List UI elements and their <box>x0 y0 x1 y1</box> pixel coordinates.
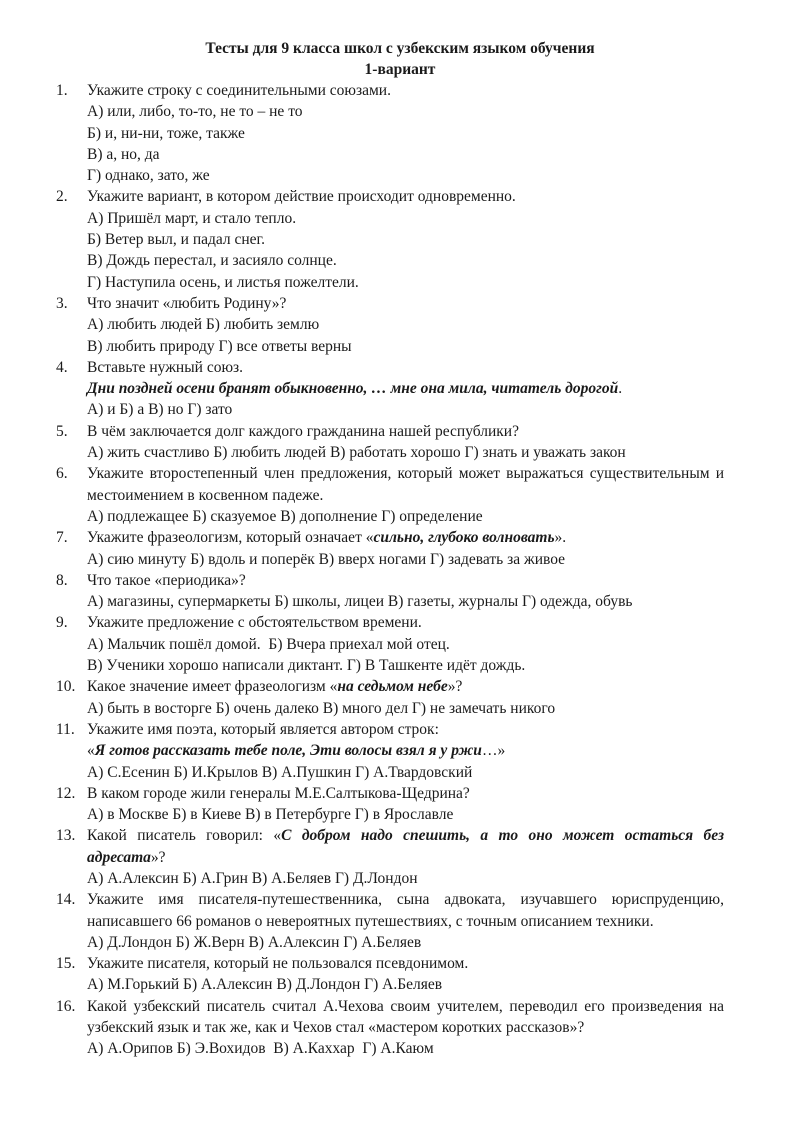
question-text: В чём заключается долг каждого гражданина нашей республики? <box>87 422 519 440</box>
question-text-post: ». <box>554 529 567 547</box>
question-number: 6. <box>56 465 68 483</box>
answer-option: А) Мальчик пошёл домой. Б) Вчера приехал мой отец. <box>87 635 450 653</box>
quote-emphasis: Дни поздней осени бранят обыкновенно, … мне она мила, читатель дорогой <box>87 380 619 398</box>
answer-option: В) а, но, да <box>87 145 160 163</box>
answer-option: А) магазины, супермаркеты Б) школы, лицеи В) газеты, журналы Г) одежда, обувь <box>87 593 633 611</box>
question-11 <box>56 719 724 783</box>
question-5 <box>56 421 724 464</box>
answer-option: Б) Ветер выл, и падал снег. <box>87 231 266 249</box>
question-text-pre: Укажите фразеологизм, который означает « <box>87 529 374 547</box>
answer-option: А) А.Алексин Б) А.Грин В) А.Беляев Г) Д.Лондон <box>87 869 418 887</box>
question-text-pre: Какое значение имеет фразеологизм « <box>87 678 338 696</box>
answer-option: А) или, либо, то-то, не то – не то <box>87 103 303 121</box>
question-text: Укажите предложение с обстоятельством времени. <box>87 614 422 632</box>
question-number: 1. <box>56 82 68 99</box>
answer-option: В) любить природу Г) все ответы верны <box>87 337 352 355</box>
question-text <box>87 527 724 548</box>
question-number: 7. <box>56 529 68 547</box>
question-number: 12. <box>56 784 76 802</box>
question-text: Вставьте нужный союз. <box>87 358 244 376</box>
answer-option: А) Д.Лондон Б) Ж.Верн В) А.Алексин Г) А.Беляев <box>87 933 422 951</box>
question-text: Что значит «любить Родину»? <box>87 294 287 312</box>
question-number: 15. <box>56 955 76 973</box>
question-number: 14. <box>56 891 76 909</box>
question-number: 8. <box>56 571 68 589</box>
answer-option: А) жить счастливо Б) любить людей В) работать хорошо Г) знать и уважать закон <box>87 444 626 462</box>
question-10 <box>56 676 724 719</box>
quote-end: . <box>618 380 623 398</box>
question-text <box>87 825 724 868</box>
answer-option: А) в Москве Б) в Киеве В) в Петербурге Г) в Ярославле <box>87 806 454 824</box>
answer-option: А) сию минуту Б) вдоль и поперёк В) вверх ногами Г) задевать за живое <box>87 550 566 568</box>
answer-option: А) и Б) а В) но Г) зато <box>87 401 233 419</box>
answer-option: В) Ученики хорошо написали диктант. Г) В Ташкенте идёт дождь. <box>87 657 526 675</box>
question-emphasis: на седьмом небе <box>337 678 448 696</box>
document-title: Тесты для 9 класса школ с узбекским языком обучения <box>205 40 595 57</box>
question-3 <box>56 293 724 357</box>
question-text-post: »? <box>150 848 166 866</box>
question-number: 3. <box>56 294 68 312</box>
answer-option: А) С.Есенин Б) И.Крылов В) А.Пушкин Г) А.Твардовский <box>87 763 473 781</box>
question-15 <box>56 953 724 996</box>
question-16 <box>56 996 724 1060</box>
question-14 <box>56 889 724 953</box>
question-number: 2. <box>56 188 68 206</box>
question-text: Укажите имя поэта, который является автором строк: <box>87 720 439 738</box>
question-1 <box>56 80 724 186</box>
answer-option: Г) Наступила осень, и листья пожелтели. <box>87 273 359 291</box>
question-2 <box>56 186 724 292</box>
question-number: 4. <box>56 358 68 376</box>
question-text: Что такое «периодика»? <box>87 571 246 589</box>
question-8 <box>56 570 724 613</box>
quoted-text <box>87 740 724 761</box>
question-text-post: »? <box>447 678 463 696</box>
answer-option: А) любить людей Б) любить землю <box>87 316 320 334</box>
question-text: Какой узбекский писатель считал А.Чехова своим учителем, переводил его произведения на узбекский язык и так же, как и Чехов стал «мастером коротких рассказов»? <box>87 997 724 1037</box>
question-number: 5. <box>56 422 68 440</box>
question-emphasis: сильно, глубоко волновать <box>373 529 555 547</box>
question-text: Укажите вариант, в котором действие происходит одновременно. <box>87 188 516 206</box>
question-text: Укажите второстепенный член предложения, который может выражаться существительным и местоимением в косвенном падеже. <box>87 465 724 504</box>
question-number: 16. <box>56 997 76 1015</box>
question-number: 10. <box>56 678 76 696</box>
answer-option: В) Дождь перестал, и засияло солнце. <box>87 252 337 270</box>
quote-start: « <box>87 742 95 760</box>
question-12 <box>56 783 724 826</box>
answer-option: А) подлежащее Б) сказуемое В) дополнение Г) определение <box>87 507 483 525</box>
question-text-pre: Какой писатель говорил: « <box>87 827 282 845</box>
question-13 <box>56 825 724 889</box>
quote-end: …» <box>481 742 506 760</box>
answer-option: А) М.Горький Б) А.Алексин В) Д.Лондон Г) А.Беляев <box>87 976 443 994</box>
question-text <box>87 676 724 697</box>
question-text: Укажите имя писателя-путешественника, сына адвоката, изучавшего юриспруденцию, написавшего 66 романов о невероятных путешествиях, с точным описанием техники. <box>87 891 724 930</box>
variant-title: 1-вариант <box>364 61 436 78</box>
answer-option: Б) и, ни-ни, тоже, также <box>87 124 245 142</box>
question-list <box>56 80 724 1060</box>
answer-option: А) Пришёл март, и стало тепло. <box>87 209 297 227</box>
question-emphasis: С добром надо спешить, а то оно может остаться без адресата <box>87 827 724 866</box>
answer-option: А) быть в восторге Б) очень далеко В) много дел Г) не замечать никого <box>87 699 556 717</box>
question-number: 11. <box>56 720 75 738</box>
question-7 <box>56 527 724 570</box>
question-4 <box>56 357 724 421</box>
question-9 <box>56 612 724 676</box>
question-text: Укажите писателя, который не пользовался псевдонимом. <box>87 955 469 973</box>
answer-option: А) А.Орипов Б) Э.Вохидов В) А.Каххар Г) А.Каюм <box>87 1040 434 1058</box>
question-number: 13. <box>56 827 76 845</box>
quote-emphasis: Я готов рассказать тебе поле, Эти волосы взял я у ржи <box>94 742 482 760</box>
question-text: Укажите строку с соединительными союзами. <box>87 82 391 99</box>
quoted-text <box>87 378 724 399</box>
answer-option: Г) однако, зато, же <box>87 167 210 185</box>
question-6 <box>56 463 724 527</box>
question-number: 9. <box>56 614 68 632</box>
question-text: В каком городе жили генералы М.Е.Салтыкова-Щедрина? <box>87 784 470 802</box>
